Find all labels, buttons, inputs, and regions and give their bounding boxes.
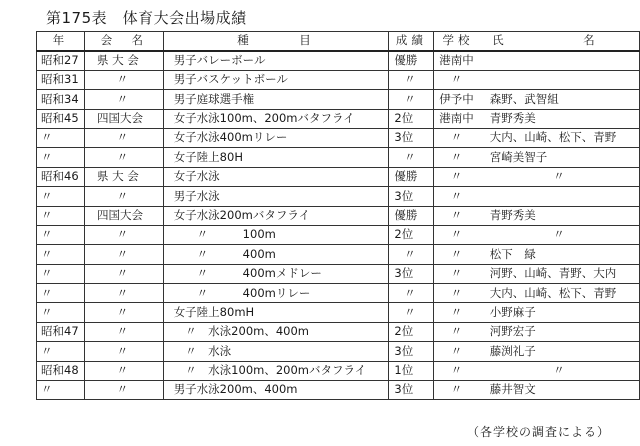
cell-event: 女子水泳200mバタフライ bbox=[163, 206, 389, 225]
cell-year: 〃 bbox=[37, 148, 85, 167]
table-row bbox=[37, 342, 640, 361]
cell-school: 〃 bbox=[434, 264, 482, 283]
cell-school: 伊予中 bbox=[434, 90, 482, 109]
cell-event: 〃 400m bbox=[163, 245, 389, 264]
table-row bbox=[37, 90, 640, 109]
cell-school: 〃 bbox=[434, 245, 482, 264]
cell-names bbox=[482, 187, 640, 206]
cell-meet: 県 大 会 bbox=[84, 167, 163, 186]
cell-meet: 〃 bbox=[84, 322, 163, 341]
table-row bbox=[37, 381, 640, 400]
cell-event: 〃 水泳200m、400m bbox=[163, 322, 389, 341]
table-row bbox=[37, 322, 640, 341]
cell-names: 大内、山崎、松下、青野 bbox=[482, 284, 640, 303]
results-table bbox=[36, 31, 640, 400]
cell-event: 女子陸上80mH bbox=[163, 303, 389, 322]
cell-year: 〃 bbox=[37, 128, 85, 147]
cell-meet: 〃 bbox=[84, 381, 163, 400]
table-row bbox=[37, 70, 640, 89]
table-row bbox=[37, 148, 640, 167]
cell-year: 〃 bbox=[37, 284, 85, 303]
cell-year: 〃 bbox=[37, 303, 85, 322]
cell-event: 男子庭球選手権 bbox=[163, 90, 389, 109]
cell-meet: 〃 bbox=[84, 128, 163, 147]
cell-result: 優勝 bbox=[389, 51, 434, 70]
table-row bbox=[37, 303, 640, 322]
cell-result: 〃 bbox=[389, 90, 434, 109]
table-row bbox=[37, 264, 640, 283]
cell-school: 〃 bbox=[434, 322, 482, 341]
cell-school: 〃 bbox=[434, 187, 482, 206]
cell-result: 〃 bbox=[389, 303, 434, 322]
cell-meet: 〃 bbox=[84, 284, 163, 303]
cell-school: 〃 bbox=[434, 167, 482, 186]
cell-school: 〃 bbox=[434, 284, 482, 303]
table-row bbox=[37, 128, 640, 147]
cell-result: 〃 bbox=[389, 245, 434, 264]
cell-result: 3位 bbox=[389, 381, 434, 400]
cell-result: 〃 bbox=[389, 70, 434, 89]
cell-names: 〃 bbox=[482, 225, 640, 244]
cell-event: 男子バスケットボール bbox=[163, 70, 389, 89]
cell-names: 宮崎美智子 bbox=[482, 148, 640, 167]
cell-meet: 〃 bbox=[84, 264, 163, 283]
cell-meet: 県 大 会 bbox=[84, 51, 163, 70]
cell-result: 2位 bbox=[389, 322, 434, 341]
table-body bbox=[37, 51, 640, 400]
header-result: 成績 bbox=[389, 32, 434, 51]
cell-year: 〃 bbox=[37, 245, 85, 264]
cell-result: 3位 bbox=[389, 264, 434, 283]
cell-result: 3位 bbox=[389, 128, 434, 147]
cell-result: 優勝 bbox=[389, 206, 434, 225]
cell-meet: 〃 bbox=[84, 303, 163, 322]
cell-event: 男子水泳 bbox=[163, 187, 389, 206]
cell-names: 小野麻子 bbox=[482, 303, 640, 322]
table-row bbox=[37, 187, 640, 206]
cell-school: 〃 bbox=[434, 381, 482, 400]
table-row bbox=[37, 109, 640, 128]
cell-event: 女子水泳100m、200mバタフライ bbox=[163, 109, 389, 128]
cell-meet: 四国大会 bbox=[84, 206, 163, 225]
cell-meet: 四国大会 bbox=[84, 109, 163, 128]
cell-result: 〃 bbox=[389, 284, 434, 303]
cell-event: 男子水泳200m、400m bbox=[163, 381, 389, 400]
cell-school: 〃 bbox=[434, 70, 482, 89]
cell-result: 〃 bbox=[389, 148, 434, 167]
cell-meet: 〃 bbox=[84, 342, 163, 361]
cell-year: 〃 bbox=[37, 381, 85, 400]
cell-meet: 〃 bbox=[84, 70, 163, 89]
cell-year: 〃 bbox=[37, 264, 85, 283]
table-row bbox=[37, 167, 640, 186]
cell-school: 〃 bbox=[434, 225, 482, 244]
cell-names: 藤渕礼子 bbox=[482, 342, 640, 361]
cell-names: 河野宏子 bbox=[482, 322, 640, 341]
cell-year: 昭和34 bbox=[37, 90, 85, 109]
cell-result: 2位 bbox=[389, 109, 434, 128]
cell-result: 1位 bbox=[389, 361, 434, 380]
header-event: 種 目 bbox=[163, 32, 389, 51]
cell-year: 昭和48 bbox=[37, 361, 85, 380]
cell-school: 〃 bbox=[434, 206, 482, 225]
cell-names: 〃 bbox=[482, 361, 640, 380]
cell-school: 〃 bbox=[434, 361, 482, 380]
cell-event: 男子バレーボール bbox=[163, 51, 389, 70]
header-row bbox=[37, 32, 640, 51]
cell-result: 2位 bbox=[389, 225, 434, 244]
source-note: （各学校の調査による） bbox=[466, 425, 610, 439]
cell-year: 〃 bbox=[37, 342, 85, 361]
cell-event: 〃 400mメドレー bbox=[163, 264, 389, 283]
cell-year: 〃 bbox=[37, 206, 85, 225]
cell-year: 昭和46 bbox=[37, 167, 85, 186]
cell-school: 〃 bbox=[434, 303, 482, 322]
cell-meet: 〃 bbox=[84, 225, 163, 244]
cell-result: 優勝 bbox=[389, 167, 434, 186]
cell-year: 昭和47 bbox=[37, 322, 85, 341]
cell-result: 3位 bbox=[389, 342, 434, 361]
cell-meet: 〃 bbox=[84, 187, 163, 206]
table-row bbox=[37, 284, 640, 303]
cell-names bbox=[482, 70, 640, 89]
cell-school: 港南中 bbox=[434, 51, 482, 70]
table-row bbox=[37, 245, 640, 264]
cell-names: 〃 bbox=[482, 167, 640, 186]
cell-names: 青野秀美 bbox=[482, 206, 640, 225]
cell-event: 〃 水泳100m、200mバタフライ bbox=[163, 361, 389, 380]
table-row bbox=[37, 361, 640, 380]
cell-meet: 〃 bbox=[84, 361, 163, 380]
cell-names: 青野秀美 bbox=[482, 109, 640, 128]
cell-event: 〃 水泳 bbox=[163, 342, 389, 361]
cell-result: 3位 bbox=[389, 187, 434, 206]
cell-names: 森野、武智組 bbox=[482, 90, 640, 109]
cell-school: 〃 bbox=[434, 128, 482, 147]
cell-event: 女子水泳 bbox=[163, 167, 389, 186]
cell-names bbox=[482, 51, 640, 70]
header-names: 氏 名 bbox=[482, 32, 640, 51]
cell-year: 〃 bbox=[37, 225, 85, 244]
table-row bbox=[37, 206, 640, 225]
cell-names: 藤井智文 bbox=[482, 381, 640, 400]
cell-year: 昭和45 bbox=[37, 109, 85, 128]
header-school: 学校 bbox=[434, 32, 482, 51]
cell-school: 〃 bbox=[434, 148, 482, 167]
cell-names: 松下 緑 bbox=[482, 245, 640, 264]
cell-event: 女子水泳400mリレー bbox=[163, 128, 389, 147]
cell-names: 大内、山崎、松下、青野 bbox=[482, 128, 640, 147]
table-title: 第175表 体育大会出場成績 bbox=[46, 9, 247, 27]
cell-year: 昭和27 bbox=[37, 51, 85, 70]
table-row bbox=[37, 51, 640, 70]
cell-meet: 〃 bbox=[84, 90, 163, 109]
header-year: 年 bbox=[37, 32, 85, 51]
cell-meet: 〃 bbox=[84, 245, 163, 264]
header-meet: 会 名 bbox=[84, 32, 163, 51]
cell-event: 女子陸上80H bbox=[163, 148, 389, 167]
cell-names: 河野、山崎、青野、大内 bbox=[482, 264, 640, 283]
cell-meet: 〃 bbox=[84, 148, 163, 167]
cell-event: 〃 100m bbox=[163, 225, 389, 244]
cell-school: 〃 bbox=[434, 342, 482, 361]
cell-year: 〃 bbox=[37, 187, 85, 206]
cell-school: 港南中 bbox=[434, 109, 482, 128]
table-row bbox=[37, 225, 640, 244]
cell-year: 昭和31 bbox=[37, 70, 85, 89]
cell-event: 〃 400mリレー bbox=[163, 284, 389, 303]
